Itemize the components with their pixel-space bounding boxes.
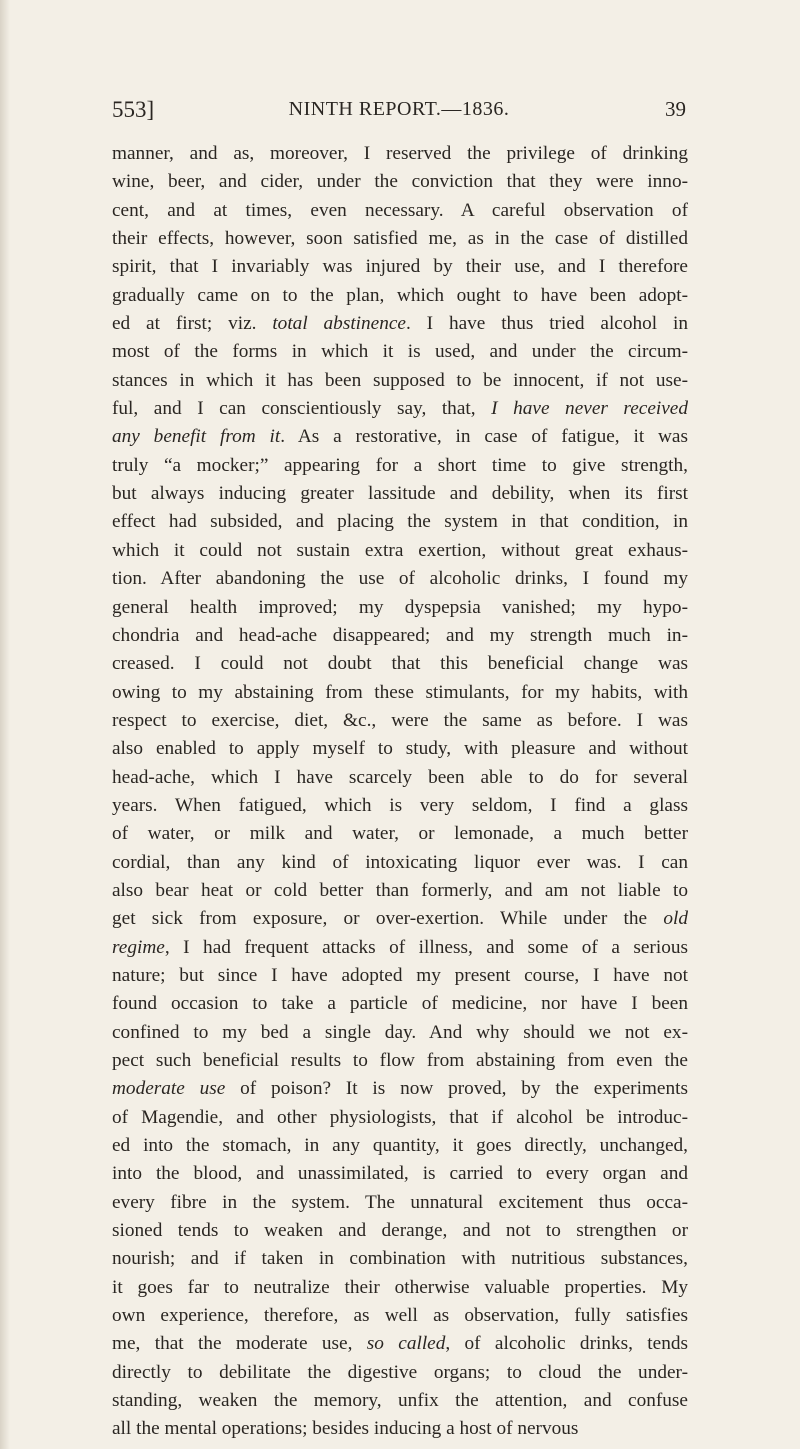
text-line: most of the forms in which it is used, and under the circum- — [112, 341, 688, 363]
text-line: years. When fatigued, which is very seldom, I find a glass — [112, 794, 688, 816]
text-line: of Magendie, and other physiologists, that if alcohol be introduc- — [112, 1106, 688, 1128]
text-line: truly “a mocker;” appearing for a short time to give strength, — [112, 454, 688, 476]
text-line: cordial, than any kind of intoxicating liquor ever was. I can — [112, 851, 688, 873]
running-title: NINTH REPORT.—1836. — [288, 98, 510, 120]
text-line: ed at first; viz. total abstinence. I have thus tried alcohol in — [112, 313, 688, 335]
text-line: pect such beneficial results to flow from abstaining from even the — [112, 1050, 688, 1071]
text-line: general health improved; my dyspepsia vanished; my hypo- — [112, 596, 688, 618]
body-text — [112, 140, 688, 1444]
text-line: head-ache, which I have scarcely been able to do for several — [112, 766, 688, 788]
text-line: cent, and at times, even necessary. A careful observation of — [112, 199, 688, 221]
text-line: manner, and as, moreover, I reserved the privilege of drinking — [112, 143, 688, 164]
text-line: tion. After abandoning the use of alcoholic drinks, I found my — [112, 568, 688, 590]
text-line: of water, or milk and water, or lemonade, a much better — [112, 823, 688, 845]
text-line: found occasion to take a particle of medicine, nor have I been — [112, 993, 688, 1015]
text-line: also enabled to apply myself to study, with pleasure and without — [112, 738, 688, 760]
text-line: sioned tends to weaken and derange, and not to strengthen or — [112, 1220, 688, 1242]
text-line: every fibre in the system. The unnatural excitement thus occa- — [112, 1191, 688, 1213]
text-line: effect had subsided, and placing the system in that condition, in — [112, 511, 688, 533]
text-line: gradually came on to the plan, which ought to have been adopt- — [112, 284, 688, 306]
text-line: get sick from exposure, or over-exertion. While under the old — [112, 908, 688, 930]
text-line: their effects, however, soon satisfied me, as in the case of distilled — [112, 228, 688, 250]
text-line: nourish; and if taken in combination with nutritious substances, — [112, 1248, 688, 1270]
text-line: confined to my bed a single day. And why should we not ex- — [112, 1021, 688, 1043]
text-line: spirit, that I invariably was injured by their use, and I therefore — [112, 256, 688, 278]
running-head — [112, 97, 686, 127]
page-number: 39 — [665, 97, 686, 121]
text-line: nature; but since I have adopted my present course, I have not — [112, 964, 688, 986]
text-line: own experience, therefore, as well as observation, fully satisfies — [112, 1305, 688, 1327]
text-line: moderate use of poison? It is now proved, by the experiments — [112, 1078, 688, 1100]
text-line: any benefit from it. As a restorative, in case of fatigue, it was — [112, 426, 688, 448]
text-line: owing to my abstaining from these stimulants, for my habits, with — [112, 681, 688, 703]
text-line: also bear heat or cold better than formerly, and am not liable to — [112, 879, 688, 901]
text-line: me, that the moderate use, so called, of alcoholic drinks, tends — [112, 1333, 688, 1355]
text-line: directly to debilitate the digestive organs; to cloud the under- — [112, 1361, 688, 1383]
text-line: but always inducing greater lassitude and debility, when its first — [112, 483, 688, 505]
text-line: chondria and head-ache disappeared; and my strength much in- — [112, 624, 688, 646]
text-line: stances in which it has been supposed to be innocent, if not use- — [112, 369, 688, 391]
text-line: ed into the stomach, in any quantity, it goes directly, unchanged, — [112, 1135, 688, 1157]
text-line: which it could not sustain extra exertion, without great exhaus- — [112, 539, 688, 561]
text-line: creased. I could not doubt that this beneficial change was — [112, 653, 688, 675]
text-line: wine, beer, and cider, under the conviction that they were inno- — [112, 171, 688, 193]
text-line: into the blood, and unassimilated, is carried to every organ and — [112, 1163, 688, 1185]
text-line: standing, weaken the memory, unfix the attention, and confuse — [112, 1390, 688, 1412]
text-line: all the mental operations; besides inducing a host of nervous — [112, 1418, 579, 1440]
text-line: ful, and I can conscientiously say, that, I have never received — [112, 398, 688, 420]
text-line: it goes far to neutralize their otherwise valuable properties. My — [112, 1276, 688, 1298]
page-gutter-shadow — [0, 0, 10, 1449]
text-line: regime, I had frequent attacks of illness, and some of a serious — [112, 936, 688, 958]
report-page-number: 553] — [112, 97, 155, 122]
text-line: respect to exercise, diet, &c., were the same as before. I was — [112, 709, 688, 731]
